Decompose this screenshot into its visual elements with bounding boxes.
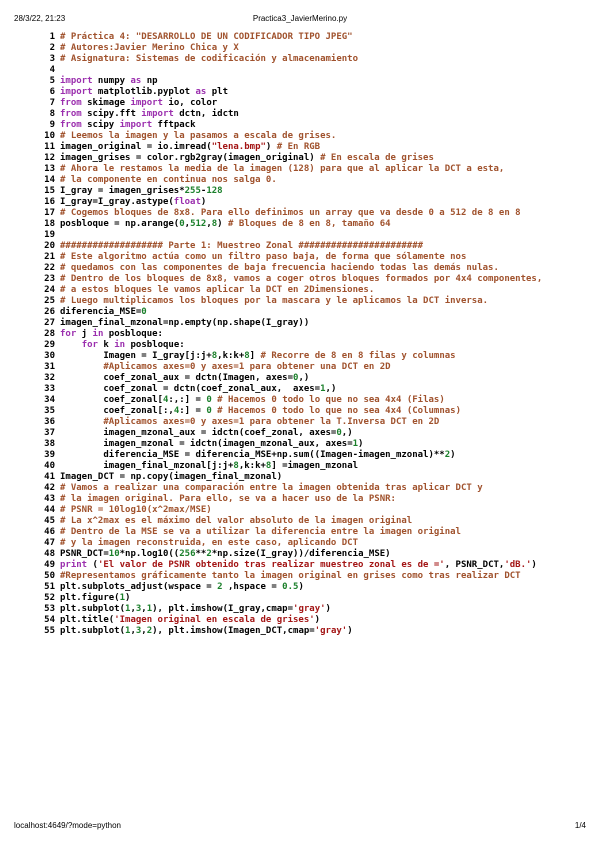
line-text: plt.title('Imagen original en escala de grises')	[60, 615, 321, 625]
line-text: imagen_final_mzonal=np.empty(np.shape(I_gray))	[60, 318, 310, 328]
code-line	[18, 296, 582, 307]
code-line	[18, 329, 582, 340]
line-text: coef_zonal[4:,:] = 0 # Hacemos 0 todo lo que no sea 4x4 (Filas)	[60, 395, 445, 405]
line-text: #Representamos gráficamente tanto la imagen original en grises como tras realizar DCT	[60, 571, 521, 581]
line-number: 52	[44, 593, 55, 603]
page-number: 1/4	[574, 821, 586, 830]
code-line	[18, 76, 582, 87]
line-text: # a estos bloques le vamos aplicar la DCT en 2Dimensiones.	[60, 285, 375, 295]
line-text: # PSNR = 10log10(x^2max/MSE)	[60, 505, 212, 515]
code-line	[18, 120, 582, 131]
line-number: 34	[44, 395, 55, 405]
line-text: # quedamos con las componentes de baja frecuencia haciendo todas las demás nulas.	[60, 263, 499, 273]
line-text: diferencia_MSE = diferencia_MSE+np.sum((Imagen-imagen_mzonal)**2)	[60, 450, 456, 460]
line-text: # Cogemos bloques de 8x8. Para ello definimos un array que va desde 0 a 512 de 8 en 8	[60, 208, 521, 218]
line-text: # Autores:Javier Merino Chica y X	[60, 43, 239, 53]
line-number: 35	[44, 406, 55, 416]
line-number: 30	[44, 351, 55, 361]
line-text: diferencia_MSE=0	[60, 307, 147, 317]
code-line	[18, 219, 582, 230]
line-number: 26	[44, 307, 55, 317]
code-line	[18, 417, 582, 428]
line-text: print ('El valor de PSNR obtenido tras realizar muestreo zonal es de =', PSNR_DCT,'dB.')	[60, 560, 537, 570]
line-text: Imagen = I_gray[j:j+8,k:k+8] # Recorre de 8 en 8 filas y columnas	[60, 351, 456, 361]
line-number: 25	[44, 296, 55, 306]
line-number: 44	[44, 505, 55, 515]
line-number: 46	[44, 527, 55, 537]
line-number: 2	[49, 43, 55, 53]
line-number: 10	[44, 131, 55, 141]
line-number: 53	[44, 604, 55, 614]
line-text: plt.subplots_adjust(wspace = 2 ,hspace = 0.5)	[60, 582, 304, 592]
code-line	[18, 604, 582, 615]
code-line	[18, 560, 582, 571]
code-line	[18, 263, 582, 274]
code-listing	[18, 32, 582, 637]
line-text: # Dentro de la MSE se va a utilizar la diferencia entre la imagen original	[60, 527, 461, 537]
line-text: I_gray=I_gray.astype(float)	[60, 197, 207, 207]
line-text: # Ahora le restamos la media de la imagen (128) para que al aplicar la DCT a esta,	[60, 164, 505, 174]
line-number: 42	[44, 483, 55, 493]
print-date: 28/3/22, 21:23	[14, 14, 66, 23]
line-number: 47	[44, 538, 55, 548]
code-line	[18, 582, 582, 593]
code-line	[18, 54, 582, 65]
line-text: # Leemos la imagen y la pasamos a escala de grises.	[60, 131, 337, 141]
line-number: 32	[44, 373, 55, 383]
line-number: 23	[44, 274, 55, 284]
code-line	[18, 307, 582, 318]
line-text: posbloque = np.arange(0,512,8) # Bloques de 8 en 8, tamaño 64	[60, 219, 391, 229]
line-number: 9	[49, 120, 55, 130]
line-number: 39	[44, 450, 55, 460]
code-line	[18, 494, 582, 505]
line-number: 51	[44, 582, 55, 592]
code-line	[18, 252, 582, 263]
line-number: 1	[49, 32, 55, 42]
line-number: 3	[49, 54, 55, 64]
line-number: 45	[44, 516, 55, 526]
code-line	[18, 186, 582, 197]
code-line	[18, 87, 582, 98]
line-text: imagen_grises = color.rgb2gray(imagen_original) # En escala de grises	[60, 153, 434, 163]
line-number: 33	[44, 384, 55, 394]
line-text: plt.subplot(1,3,1), plt.imshow(I_gray,cmap='gray')	[60, 604, 331, 614]
line-number: 13	[44, 164, 55, 174]
code-line	[18, 626, 582, 637]
code-line	[18, 538, 582, 549]
code-line	[18, 362, 582, 373]
line-text: coef_zonal[:,4:] = 0 # Hacemos 0 todo lo que no sea 4x4 (Columnas)	[60, 406, 462, 416]
line-text: imagen_mzonal = idctn(imagen_mzonal_aux, axes=1)	[60, 439, 364, 449]
code-line	[18, 384, 582, 395]
line-number: 18	[44, 219, 55, 229]
line-text: # la imagen original. Para ello, se va a hacer uso de la PSNR:	[60, 494, 396, 504]
code-line	[18, 571, 582, 582]
code-line	[18, 131, 582, 142]
code-line	[18, 593, 582, 604]
code-line	[18, 406, 582, 417]
line-number: 48	[44, 549, 55, 559]
code-line	[18, 197, 582, 208]
line-number: 20	[44, 241, 55, 251]
code-line	[18, 549, 582, 560]
line-text: coef_zonal_aux = dctn(Imagen, axes=0,)	[60, 373, 310, 383]
line-number: 6	[49, 87, 55, 97]
code-line	[18, 450, 582, 461]
code-line	[18, 428, 582, 439]
line-number: 29	[44, 340, 55, 350]
line-text: imagen_mzonal_aux = idctn(coef_zonal, axes=0,)	[60, 428, 353, 438]
line-text: # Este algoritmo actúa como un filtro paso baja, de forma que sólamente nos	[60, 252, 467, 262]
code-line	[18, 142, 582, 153]
line-text: from skimage import io, color	[60, 98, 218, 108]
code-line	[18, 505, 582, 516]
line-text: from scipy.fft import dctn, idctn	[60, 109, 239, 119]
line-text: # Dentro de los bloques de 8x8, vamos a coger otros bloques formados por 4x4 componentes,	[60, 274, 543, 284]
line-text: import numpy as np	[60, 76, 158, 86]
code-line	[18, 340, 582, 351]
document-title: Practica3_JavierMerino.py	[252, 14, 348, 23]
line-number: 4	[49, 65, 55, 75]
line-number: 24	[44, 285, 55, 295]
code-line	[18, 318, 582, 329]
line-number: 40	[44, 461, 55, 471]
line-number: 27	[44, 318, 55, 328]
line-text: PSNR_DCT=10*np.log10((256**2*np.size(I_gray))/diferencia_MSE)	[60, 549, 391, 559]
line-number: 14	[44, 175, 55, 185]
code-line	[18, 373, 582, 384]
code-line	[18, 175, 582, 186]
line-text: plt.subplot(1,3,2), plt.imshow(Imagen_DCT,cmap='gray')	[60, 626, 353, 636]
line-number: 54	[44, 615, 55, 625]
code-line	[18, 65, 582, 76]
line-text: # y la imagen reconstruida, en este caso, aplicando DCT	[60, 538, 359, 548]
code-line	[18, 285, 582, 296]
line-number: 55	[44, 626, 55, 636]
line-number: 36	[44, 417, 55, 427]
code-line	[18, 241, 582, 252]
code-line	[18, 274, 582, 285]
line-text: # Asignatura: Sistemas de codificación y almacenamiento	[60, 54, 359, 64]
code-line	[18, 230, 582, 241]
line-text: # Luego multiplicamos los bloques por la mascara y le aplicamos la DCT inversa.	[60, 296, 489, 306]
line-number: 12	[44, 153, 55, 163]
code-line	[18, 527, 582, 538]
code-line	[18, 98, 582, 109]
code-line	[18, 32, 582, 43]
print-header	[14, 14, 586, 26]
line-number: 5	[49, 76, 55, 86]
code-line	[18, 164, 582, 175]
code-line	[18, 153, 582, 164]
line-number: 21	[44, 252, 55, 262]
line-number: 43	[44, 494, 55, 504]
page-url: localhost:4649/?mode=python	[14, 821, 121, 830]
line-number: 38	[44, 439, 55, 449]
code-line	[18, 472, 582, 483]
code-line	[18, 208, 582, 219]
line-text: imagen_final_mzonal[j:j+8,k:k+8] =imagen_mzonal	[60, 461, 359, 471]
line-text: coef_zonal = dctn(coef_zonal_aux, axes=1,)	[60, 384, 337, 394]
line-number: 11	[44, 142, 55, 152]
line-number: 15	[44, 186, 55, 196]
line-text: I_gray = imagen_grises*255-128	[60, 186, 223, 196]
code-line	[18, 351, 582, 362]
line-number: 22	[44, 263, 55, 273]
line-number: 19	[44, 230, 55, 240]
line-text: ################### Parte 1: Muestreo Zonal #######################	[60, 241, 424, 251]
code-line	[18, 483, 582, 494]
line-text: # Práctica 4: "DESARROLLO DE UN CODIFICADOR TIPO JPEG"	[60, 32, 353, 42]
line-text: for j in posbloque:	[60, 329, 163, 339]
print-footer	[14, 821, 586, 833]
line-text: Imagen_DCT = np.copy(imagen_final_mzonal)	[60, 472, 283, 482]
line-text: import matplotlib.pyplot as plt	[60, 87, 228, 97]
line-text: from scipy import fftpack	[60, 120, 196, 130]
code-line	[18, 395, 582, 406]
line-number: 41	[44, 472, 55, 482]
line-number: 16	[44, 197, 55, 207]
line-number: 7	[49, 98, 55, 108]
code-line	[18, 439, 582, 450]
line-number: 8	[49, 109, 55, 119]
line-text: # Vamos a realizar una comparación entre la imagen obtenida tras aplicar DCT y	[60, 483, 483, 493]
line-text: # La x^2max es el máximo del valor absoluto de la imagen original	[60, 516, 413, 526]
line-number: 50	[44, 571, 55, 581]
line-number: 49	[44, 560, 55, 570]
line-text: #Aplicamos axes=0 y axes=1 para obtener una DCT en 2D	[60, 362, 391, 372]
code-line	[18, 615, 582, 626]
line-text: plt.figure(1)	[60, 593, 131, 603]
line-text: #Aplicamos axes=0 y axes=1 para obtener la T.Inversa DCT en 2D	[60, 417, 440, 427]
code-line	[18, 516, 582, 527]
line-number: 37	[44, 428, 55, 438]
line-text: # la componente en continua nos salga 0.	[60, 175, 277, 185]
line-text: imagen_original = io.imread("lena.bmp") # En RGB	[60, 142, 321, 152]
line-text: for k in posbloque:	[81, 340, 185, 350]
line-number: 31	[44, 362, 55, 372]
code-line	[18, 461, 582, 472]
line-number: 28	[44, 329, 55, 339]
line-number: 17	[44, 208, 55, 218]
code-line	[18, 109, 582, 120]
code-line	[18, 43, 582, 54]
